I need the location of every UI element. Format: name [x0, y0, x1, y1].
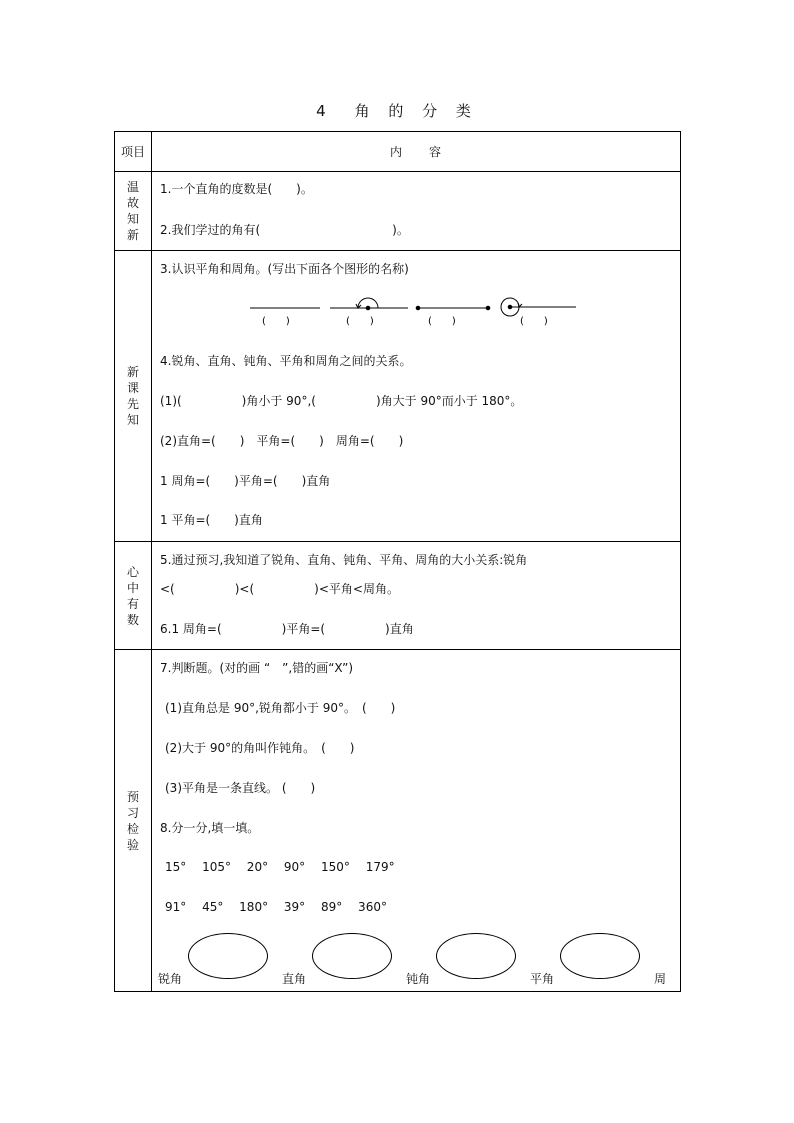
- arc-arrow-icon: [518, 303, 522, 307]
- section-label-cell: [115, 172, 152, 251]
- section-content: [152, 172, 681, 251]
- section-label-cell: [115, 251, 152, 542]
- section-label: 新课先知: [126, 365, 139, 427]
- section-label-cell: [115, 650, 152, 992]
- header-content-label: 内 容: [389, 145, 442, 159]
- figure-blank: ( ): [346, 316, 374, 327]
- answer-oval-acute[interactable]: [188, 933, 268, 979]
- question-line: 8.分一分,填一填。: [160, 821, 260, 835]
- question-line: (2)大于 90°的角叫作钝角。 ( ): [165, 741, 355, 755]
- header-item-cell: [115, 132, 152, 172]
- section-content: [152, 251, 681, 542]
- question-line: 1 平角=( )直角: [160, 513, 263, 527]
- category-label-obtuse: 钝角: [406, 972, 431, 986]
- question-line: (3)平角是一条直线。 ( ): [165, 781, 316, 795]
- degree-values-row: 91° 45° 180° 39° 89° 360°: [165, 900, 387, 914]
- vertex-dot: [508, 305, 512, 309]
- question-line: 3.认识平角和周角。(写出下面各个图形的名称): [160, 262, 409, 276]
- answer-oval-straight[interactable]: [560, 933, 640, 979]
- question-line: 5.通过预习,我知道了锐角、直角、钝角、平角、周角的大小关系:锐角: [160, 553, 528, 567]
- question-line: (1)直角总是 90°,锐角都小于 90°。 ( ): [165, 701, 396, 715]
- category-label-acute: 锐角: [158, 972, 183, 986]
- section-content: [152, 650, 681, 992]
- vertex-dot: [486, 306, 490, 310]
- category-label-round: 周: [654, 972, 667, 986]
- vertex-dot: [416, 306, 420, 310]
- figure-blank: ( ): [262, 316, 290, 327]
- section-label: 预习检验: [126, 789, 139, 852]
- angle-figures: [248, 293, 588, 327]
- header-content-cell: [152, 132, 681, 172]
- section-content: [152, 542, 681, 650]
- question-line: <( )<( )<平角<周角。: [160, 582, 399, 596]
- answer-oval-right[interactable]: [312, 933, 392, 979]
- section-label: 心中有数: [126, 564, 139, 627]
- figure-blank: ( ): [520, 316, 548, 327]
- degree-values-row: 15° 105° 20° 90° 150° 179°: [165, 860, 395, 874]
- question-line: 4.锐角、直角、钝角、平角和周角之间的关系。: [160, 354, 412, 368]
- category-label-right: 直角: [282, 972, 307, 986]
- question-line: 1 周角=( )平角=( )直角: [160, 474, 331, 488]
- section-label-cell: [115, 542, 152, 650]
- question-line: (2)直角=( ) 平角=( ) 周角=( ): [160, 434, 404, 448]
- page-title: 4 角 的 分 类: [316, 102, 478, 120]
- section-label: 温故知新: [126, 180, 139, 242]
- question-line: 2.我们学过的角有( )。: [160, 223, 409, 237]
- answer-oval-obtuse[interactable]: [436, 933, 516, 979]
- category-label-straight: 平角: [530, 972, 555, 986]
- question-line: (1)( )角小于 90°,( )角大于 90°而小于 180°。: [160, 394, 523, 408]
- question-line: 7.判断题。(对的画 “ ”,错的画“X”): [160, 661, 354, 675]
- figure-blank: ( ): [428, 316, 456, 327]
- header-item-label: 项目: [120, 145, 145, 159]
- question-line: 6.1 周角=( )平角=( )直角: [160, 622, 414, 636]
- question-line: 1.一个直角的度数是( )。: [160, 182, 313, 196]
- worksheet-table: [114, 131, 681, 992]
- vertex-dot: [366, 306, 370, 310]
